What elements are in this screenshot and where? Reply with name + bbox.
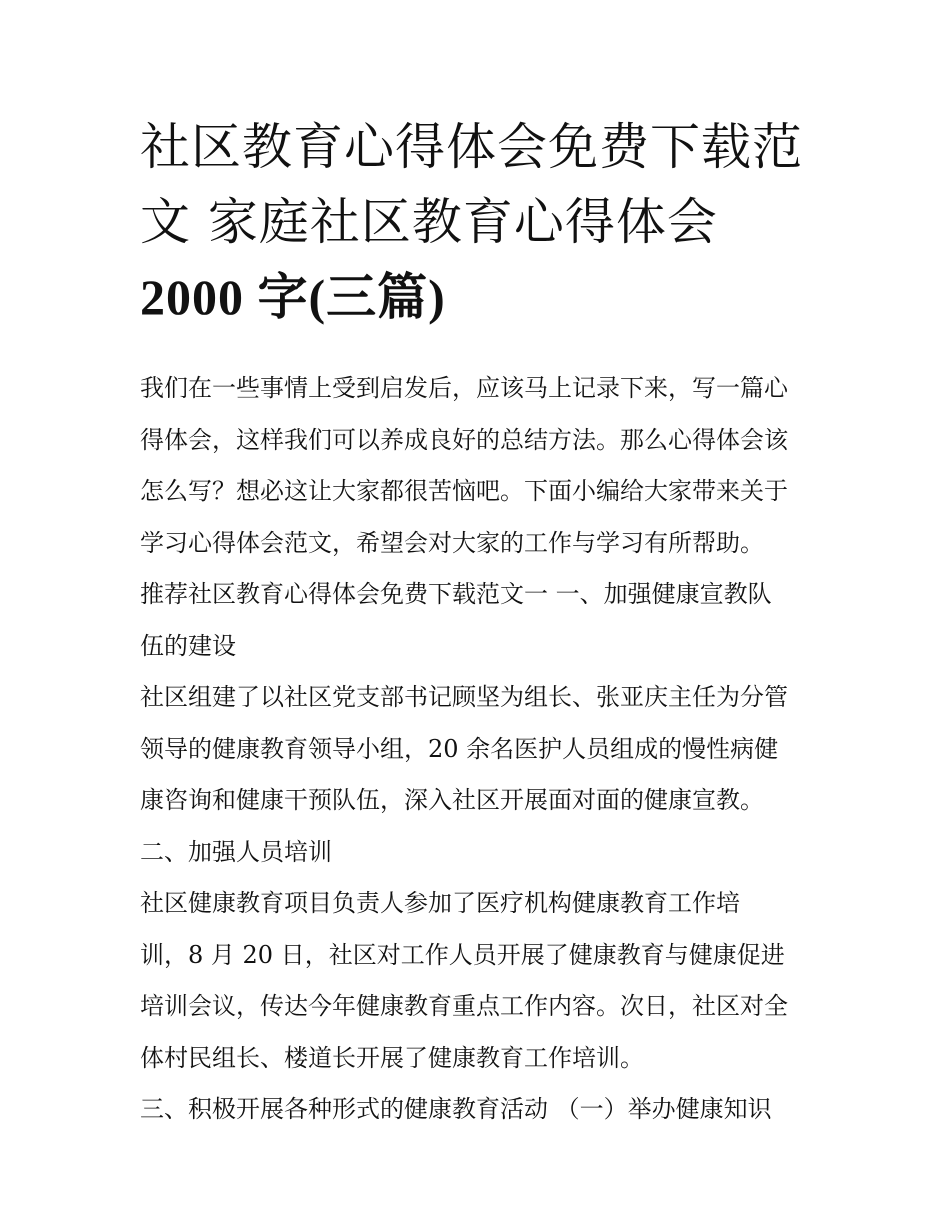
body-line: 社区健康教育项目负责人参加了医疗机构健康教育工作培 <box>140 889 740 917</box>
title-line-1: 社区教育心得体会免费下载范 <box>140 118 803 176</box>
body-line: 得体会，这样我们可以养成良好的总结方法。那么心得体会该 <box>140 425 788 454</box>
body-line: 学习心得体会范文，希望会对大家的工作与学习有所帮助。 <box>140 528 764 557</box>
title-line-2: 文 家庭社区教育心得体会 <box>140 193 718 251</box>
body-line: 康咨询和健康干预队伍，深入社区开展面对面的健康宣教。 <box>140 786 764 814</box>
section-heading-line: 推荐社区教育心得体会免费下载范文一 一、加强健康宣教队 <box>140 580 772 608</box>
body-line: 训，8 月 20 日，社区对工作人员开展了健康教育与健康促进 <box>140 940 785 969</box>
body-line: 体村民组长、楼道长开展了健康教育工作培训。 <box>140 1043 644 1072</box>
body-line: 我们在一些事情上受到启发后，应该马上记录下来，写一篇心 <box>140 374 788 402</box>
document-body <box>140 363 820 1136</box>
body-line: 领导的健康教育领导小组，20 余名医护人员组成的慢性病健 <box>140 734 779 763</box>
body-line: 社区组建了以社区党支部书记顾坚为组长、张亚庆主任为分管 <box>140 683 788 711</box>
section-heading-line: 伍的建设 <box>140 631 236 660</box>
section-heading-line: 二、加强人员培训 <box>140 837 332 866</box>
document-title <box>140 110 820 335</box>
title-line-3: 2000 字(三篇) <box>140 269 446 325</box>
body-line: 怎么写？想必这让大家都很苦恼吧。下面小编给大家带来关于 <box>140 477 788 505</box>
body-line: 培训会议，传达今年健康教育重点工作内容。次日，社区对全 <box>140 992 788 1020</box>
document-page <box>140 110 820 1136</box>
section-heading-line: 三、积极开展各种形式的健康教育活动 （一）举办健康知识 <box>140 1095 772 1123</box>
